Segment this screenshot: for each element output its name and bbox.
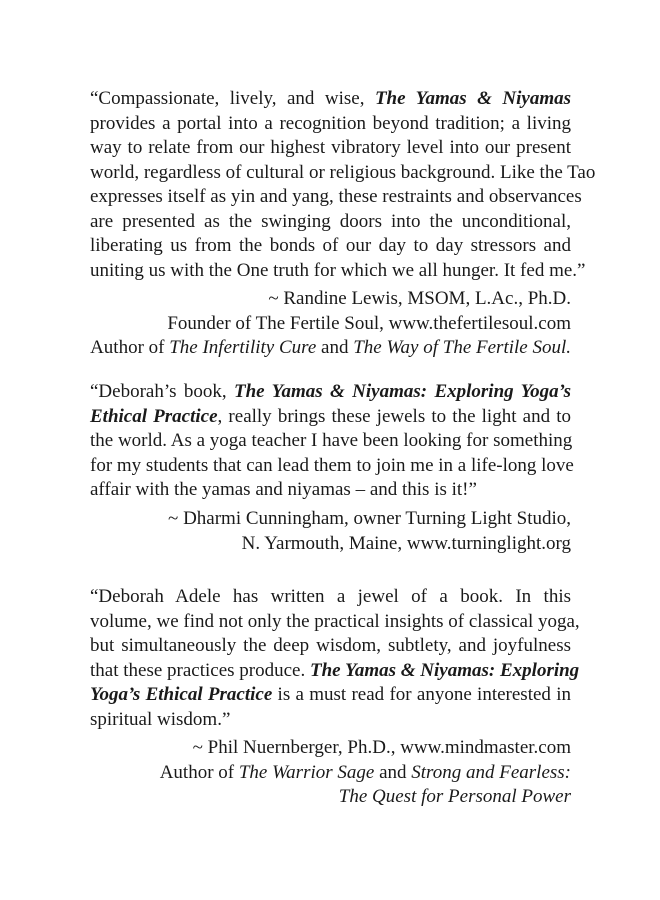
quote-line (90, 683, 571, 708)
quote-line (90, 185, 582, 210)
body-text: but simultaneously the deep wisdom, subtlety, and joyfulness (90, 635, 571, 656)
title-text: Strong and Fearless: (411, 761, 571, 783)
quote-line (90, 259, 586, 284)
attribution-line (51, 761, 571, 786)
quote-line (90, 478, 571, 503)
body-text: expresses itself as yin and yang, these restraints and observances (90, 186, 582, 207)
body-text: “Deborah’s book, (90, 381, 234, 402)
attribution-line (51, 287, 571, 312)
body-text: , really brings these jewels to the light and to (217, 405, 571, 427)
body-text: is a must read for anyone interested in (272, 684, 571, 705)
body-text: ~ Dharmi Cunningham, owner Turning Light Studio, (168, 508, 571, 529)
title-text: The Quest for Personal Power (338, 786, 571, 807)
body-text: ~ Phil Nuernberger, Ph.D., www.mindmaster.com (192, 737, 571, 758)
body-text: spiritual wisdom.” (90, 708, 231, 730)
quote-line (90, 405, 571, 430)
body-text: world, regardless of cultural or religious background. Like the Tao (90, 161, 596, 183)
body-text: Author of (90, 337, 170, 358)
testimonial-1-quote (90, 87, 596, 283)
body-text: Author of (159, 761, 239, 783)
attribution-line (51, 312, 571, 337)
body-text: N. Yarmouth, Maine, www.turninglight.org (241, 532, 571, 554)
quote-line (90, 585, 571, 610)
testimonial-1-attribution (51, 287, 571, 361)
body-text: provides a portal into a recognition beyond tradition; a living (90, 112, 571, 134)
title-text: Yoga’s Ethical Practice (90, 684, 273, 705)
title-text: The Way of The Fertile Soul. (353, 337, 571, 358)
testimonial-2-attribution (51, 507, 571, 556)
attribution-line (51, 736, 571, 761)
body-text: that these practices produce. (90, 659, 310, 681)
quote-line (90, 708, 571, 733)
quote-line (90, 659, 580, 684)
body-text: are presented as the swinging doors into the unconditional, (90, 210, 571, 232)
body-text: ~ Randine Lewis, MSOM, L.Ac., Ph.D. (268, 288, 571, 309)
body-text: way to relate from our highest vibratory level into our present (90, 137, 571, 158)
title-text: The Yamas & Niyamas: Exploring (309, 659, 580, 681)
title-text: The Yamas & Niyamas (374, 88, 572, 109)
attribution-line (51, 507, 571, 532)
body-text: “Compassionate, lively, and wise, (90, 88, 375, 109)
quote-line (90, 87, 571, 112)
quote-line (90, 136, 571, 161)
body-text: and (374, 761, 412, 783)
quote-line (90, 454, 574, 479)
title-text: The Yamas & Niyamas: Exploring Yoga’s (234, 381, 571, 402)
quote-line (90, 634, 571, 659)
body-text: uniting us with the One truth for which we all hunger. It fed me.” (90, 259, 586, 281)
quote-line (90, 161, 596, 186)
quote-line (90, 429, 571, 454)
body-text: for my students that can lead them to join me in a life-long love (90, 454, 574, 476)
body-text: Founder of The Fertile Soul, www.thefertilesoul.com (167, 312, 571, 334)
body-text: liberating us from the bonds of our day to day stressors and (90, 235, 571, 256)
attribution-line (51, 336, 571, 361)
body-text: “Deborah Adele has written a jewel of a book. In this (90, 586, 571, 607)
attribution-line (51, 532, 571, 557)
quote-line (90, 610, 580, 635)
quote-line (90, 380, 571, 405)
title-text: Ethical Practice (90, 405, 218, 427)
quote-line (90, 112, 571, 137)
body-text: affair with the yamas and niyamas – and this is it!” (90, 479, 477, 500)
body-text: the world. As a yoga teacher I have been looking for something (90, 430, 573, 451)
quote-line (90, 234, 571, 259)
quote-line (90, 210, 571, 235)
testimonial-3-attribution (51, 736, 571, 810)
testimonial-2-quote (90, 380, 574, 503)
body-text: and (316, 337, 354, 358)
title-text: The Infertility Cure (169, 337, 317, 358)
testimonial-3-quote (90, 585, 580, 732)
attribution-line (51, 785, 571, 810)
body-text: volume, we find not only the practical insights of classical yoga, (90, 610, 580, 632)
title-text: The Warrior Sage (238, 761, 375, 783)
